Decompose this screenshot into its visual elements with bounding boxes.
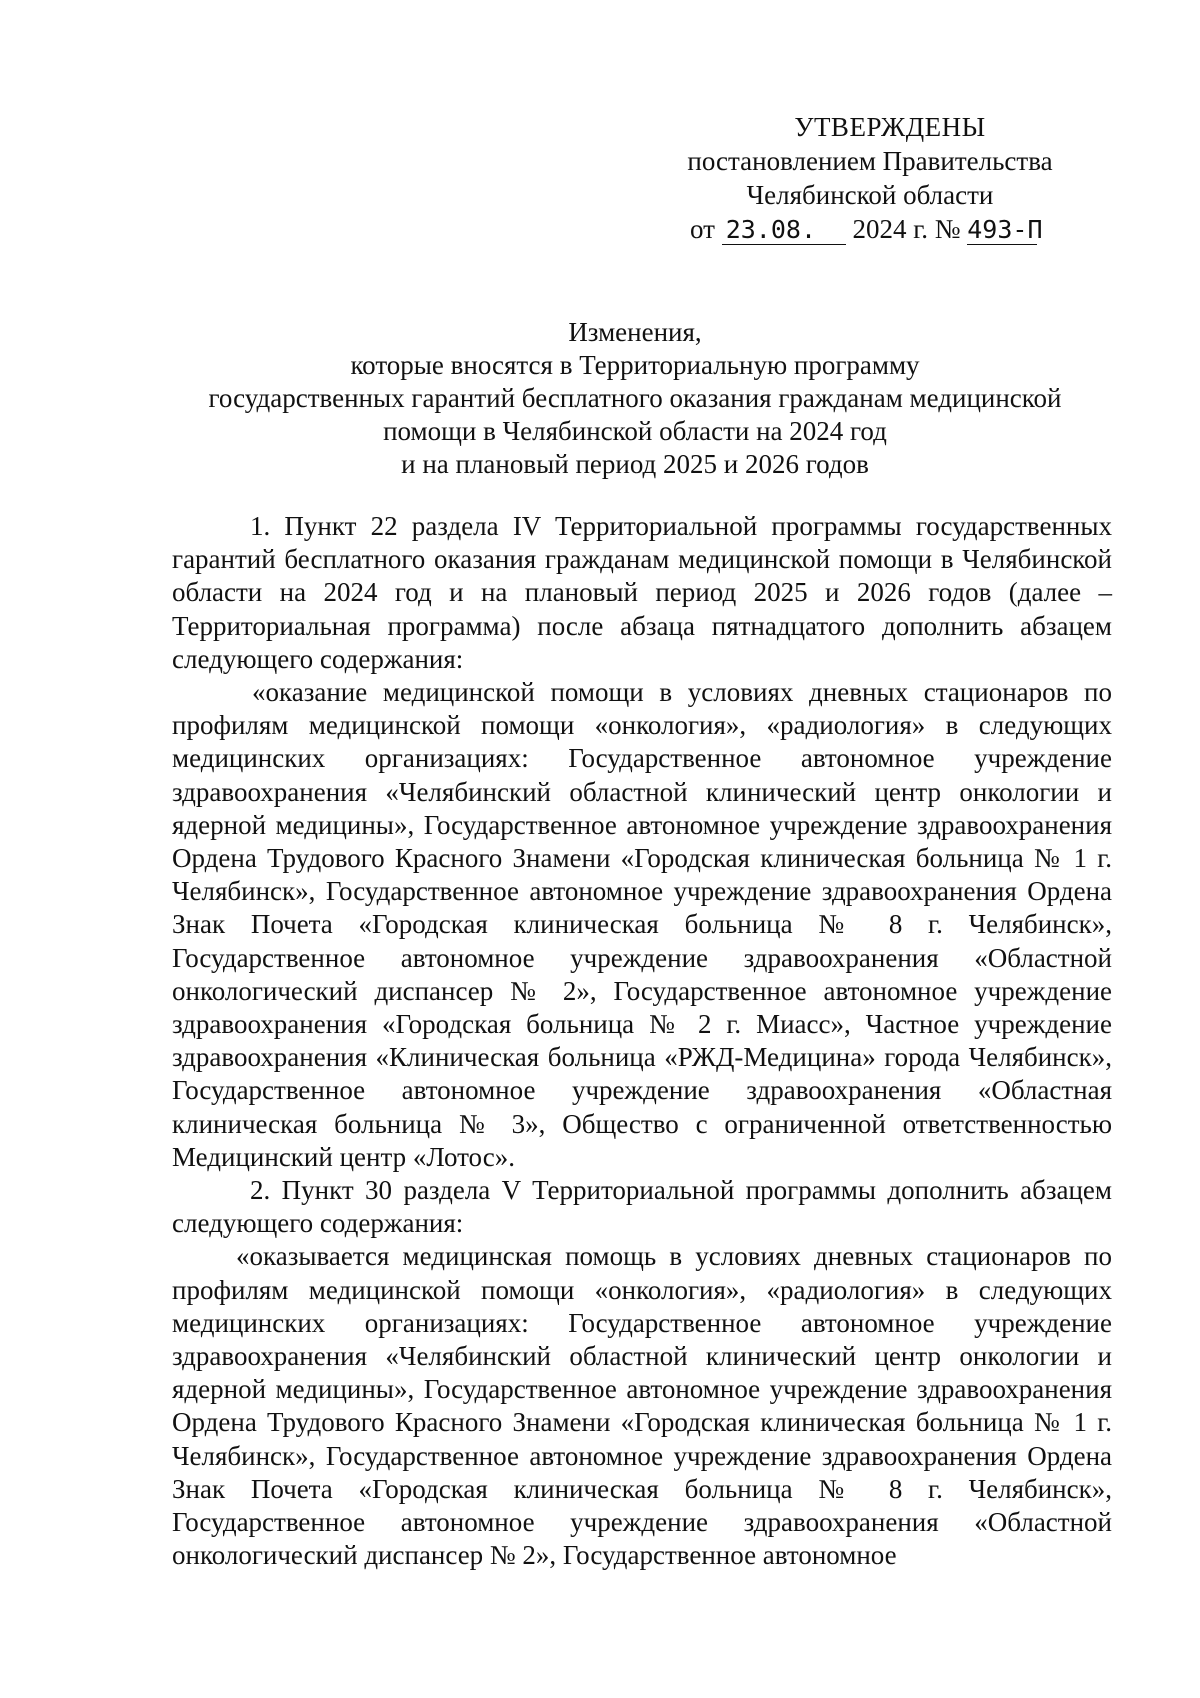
- heading-line-1: Изменения,: [568, 317, 702, 347]
- approval-line-2: Челябинской области: [746, 180, 994, 210]
- document-heading: [150, 316, 1120, 481]
- approval-title: УТВЕРЖДЕНЫ: [794, 112, 986, 142]
- paragraph-1: 1. Пункт 22 раздела IV Территориальной программы государственных гарантий бесплатного оказания гражданам медицинской помощи в Челябинской области на 2024 год и на плановый период 2025 и 2026 годов (далее – Территориальная программа) после абзаца пятнадцатого дополнить абзацем следующего содержания:: [172, 511, 1112, 674]
- document-body: [172, 510, 1112, 1573]
- paragraph-3: 2. Пункт 30 раздела V Территориальной программы дополнить абзацем следующего содержания:: [172, 1175, 1112, 1239]
- date-prefix: от: [690, 214, 715, 244]
- decree-number: 493-П: [967, 215, 1043, 244]
- approval-line-1: постановлением Правительства: [687, 146, 1053, 176]
- paragraph-2: «оказание медицинской помощи в условиях дневных стационаров по профилям медицинской помощи «онкология», «радиология» в следующих медицинских организациях: Государственное автономное учреждение здравоохранения «Челябинский областной клинический центр онкологии и ядерной медицины», Государственное автономное учреждение здравоохранения Ордена Трудового Красного Знамени «Городская клиническая больница № 1 г. Челябинск», Государственное автономное учреждение здравоохранения Ордена Знак Почета «Городская клиническая больница № 8 г. Челябинск», Государственное автономное учреждение здравоохранения «Областной онкологический диспансер № 2», Государственное автономное учреждение здравоохранения «Городская больница № 2 г. Миасс», Частное учреждение здравоохранения «Клиническая больница «РЖД-Медицина» города Челябинск», Государственное автономное учреждение здравоохранения «Областная клиническая больница № 3», Общество с ограниченной ответственностью Медицинский центр «Лотос».: [172, 677, 1112, 1172]
- heading-line-5: и на плановый период 2025 и 2026 годов: [401, 449, 869, 479]
- approval-block: [680, 110, 1060, 246]
- heading-line-2: которые вносятся в Территориальную программу: [350, 350, 920, 380]
- paragraph-4: «оказывается медицинская помощь в условиях дневных стационаров по профилям медицинской помощи «онкология», «радиология» в следующих медицинских организациях: Государственное автономное учреждение здравоохранения «Челябинский областной клинический центр онкологии и ядерной медицины», Государственное автономное учреждение здравоохранения Ордена Трудового Красного Знамени «Городская клиническая больница № 1 г. Челябинск», Государственное автономное учреждение здравоохранения Ордена Знак Почета «Городская клиническая больница № 8 г. Челябинск», Государственное автономное учреждение здравоохранения «Областной онкологический диспансер № 2», Государственное автономное: [172, 1241, 1112, 1571]
- approval-date-line: [690, 212, 1060, 246]
- date-value: 23.08.: [722, 216, 846, 245]
- heading-line-4: помощи в Челябинской области на 2024 год: [383, 416, 887, 446]
- year-suffix: 2024 г. №: [852, 214, 961, 244]
- heading-line-3: государственных гарантий бесплатного оказания гражданам медицинской: [208, 383, 1062, 413]
